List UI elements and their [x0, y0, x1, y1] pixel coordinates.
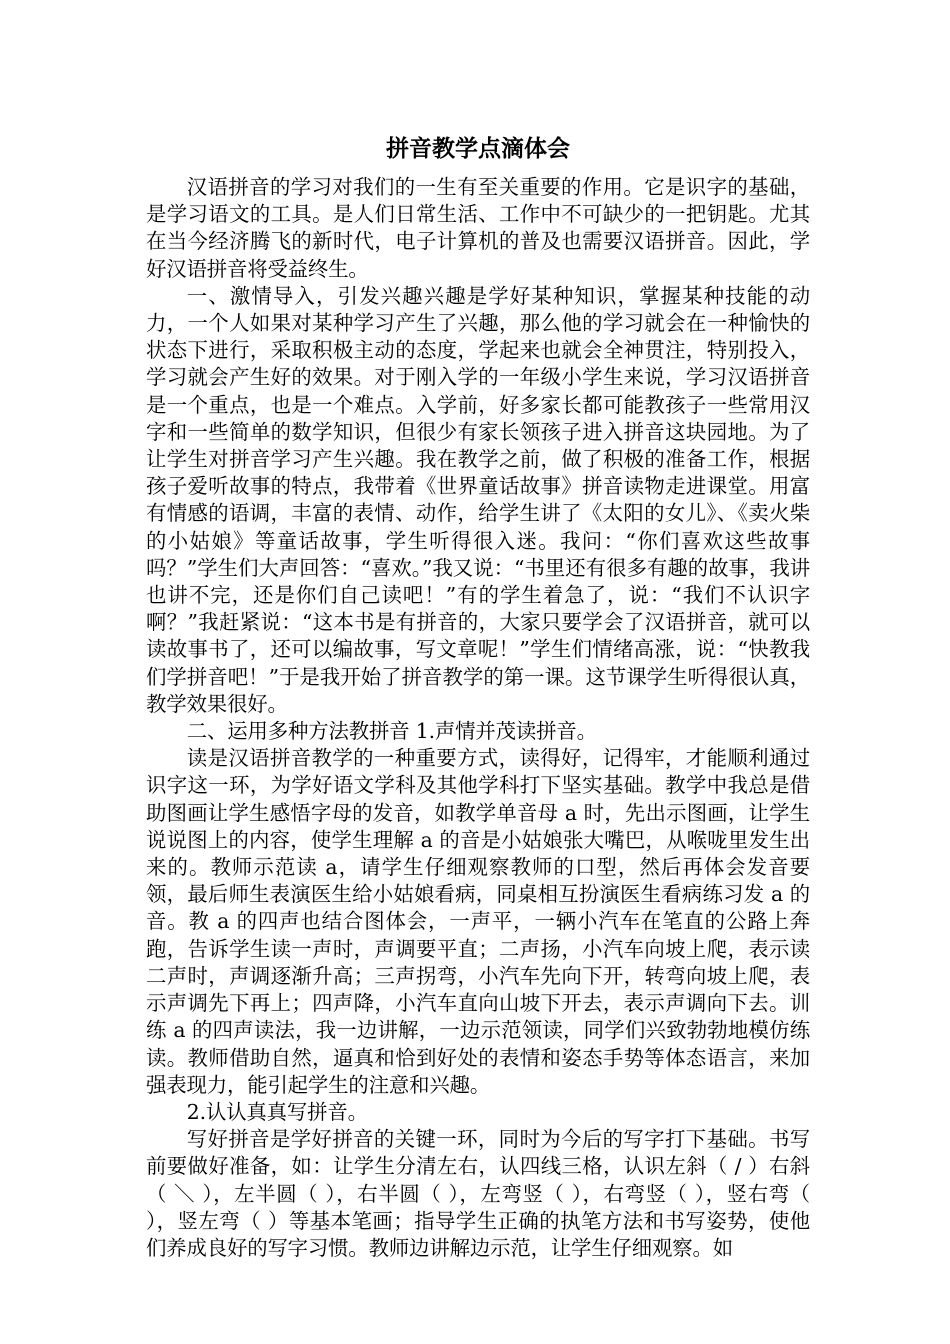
document-title: 拼音教学点滴体会: [386, 135, 570, 162]
paragraph-section-two-heading: 二、运用多种方法教拼音 1.声情并茂读拼音。: [186, 719, 597, 744]
paragraph-reading-method: 读是汉语拼音教学的一种重要方式，读得好，记得牢，才能顺利通过识字这一环，为学好语文学科及其他学科打下坚实基础。教学中我总是借助图画让学生感悟字母的发音，如教学单音母 a 时，先出示图画，让学生说说图上的内容，使学生理解 a 的音是小姑娘张大嘴巴，从喉咙里发生出来的。教师示范读 a，请学生仔细观察教师的口型，然后再体会发音要领，最后师生表演医生给小姑娘看病，同桌相互扮演医生看病练习发 a 的音。教 a 的四声也结合图体会，一声平，一辆小汽车在笔直的公路上奔跑，告诉学生读一声时，声调要平直；二声扬，小汽车向坡上爬，表示读二声时，声调逐渐升高；三声拐弯，小汽车先向下开，转弯向坡上爬，表示声调先下再上；四声降，小汽车直向山坡下开去，表示声调向下去。训练 a 的四声读法，我一边讲解，一边示范领读，同学们兴致勃勃地模仿练读。教师借助自然，逼真和恰到好处的表情和姿态手势等体态语言，来加强表现力，能引起学生的注意和兴趣。: [146, 746, 810, 1097]
paragraph-section-one: 一、激情导入，引发兴趣兴趣是学好某种知识，掌握某种技能的动力，一个人如果对某种学习产生了兴趣，那么他的学习就会在一种愉快的状态下进行，采取积极主动的态度，学起来也就会全神贯注，特别投入，学习就会产生好的效果。对于刚入学的一年级小学生来说，学习汉语拼音是一个重点，也是一个难点。入学前，好多家长都可能教孩子一些常用汉字和一些简单的数学知识，但很少有家长领孩子进入拼音这块园地。为了让学生对拼音学习产生兴趣。我在教学之前，做了积极的准备工作，根据孩子爱听故事的特点，我带着《世界童话故事》拼音读物走进课堂。用富有情感的语调，丰富的表情、动作，给学生讲了《太阳的女儿》、《卖火柴的小姑娘》等童话故事，学生听得很入迷。我问：“你们喜欢这些故事吗？”学生们大声回答：“喜欢。”我又说：“书里还有很多有趣的故事，我讲也讲不完，还是你们自己读吧！”有的学生着急了，说：“我们不认识字啊？”我赶紧说：“这本书是有拼音的，大家只要学会了汉语拼音，就可以读故事书了，还可以编故事，写文章呢！”学生们情绪高涨，说：“快教我们学拼音吧！”于是我开始了拼音教学的第一课。这节课学生听得很认真，教学效果很好。: [146, 283, 810, 716]
paragraph-writing-heading: 2.认认真真写拼音。: [186, 1099, 368, 1124]
paragraph-writing-method: 写好拼音是学好拼音的关键一环，同时为今后的写字打下基础。书写前要做好准备，如：让学生分清左右，认四线三格，认识左斜（ / ）右斜（ ＼ ），左半圆（ ），右半圆（ ），左弯竖（ ），右弯竖（ ），竖右弯（ ），竖左弯（ ）等基本笔画；指导学生正确的执笔方法和书写姿势，使他们养成良好的写字习惯。教师边讲解边示范，让学生仔细观察。如: [146, 1127, 810, 1260]
paragraph-intro: 汉语拼音的学习对我们的一生有至关重要的作用。它是识字的基础，是学习语文的工具。是人们日常生活、工作中不可缺少的一把钥匙。尤其在当今经济腾飞的新时代，电子计算机的普及也需要汉语拼音。因此，学好汉语拼音将受益终生。: [146, 175, 810, 281]
document-page: [146, 132, 810, 1262]
